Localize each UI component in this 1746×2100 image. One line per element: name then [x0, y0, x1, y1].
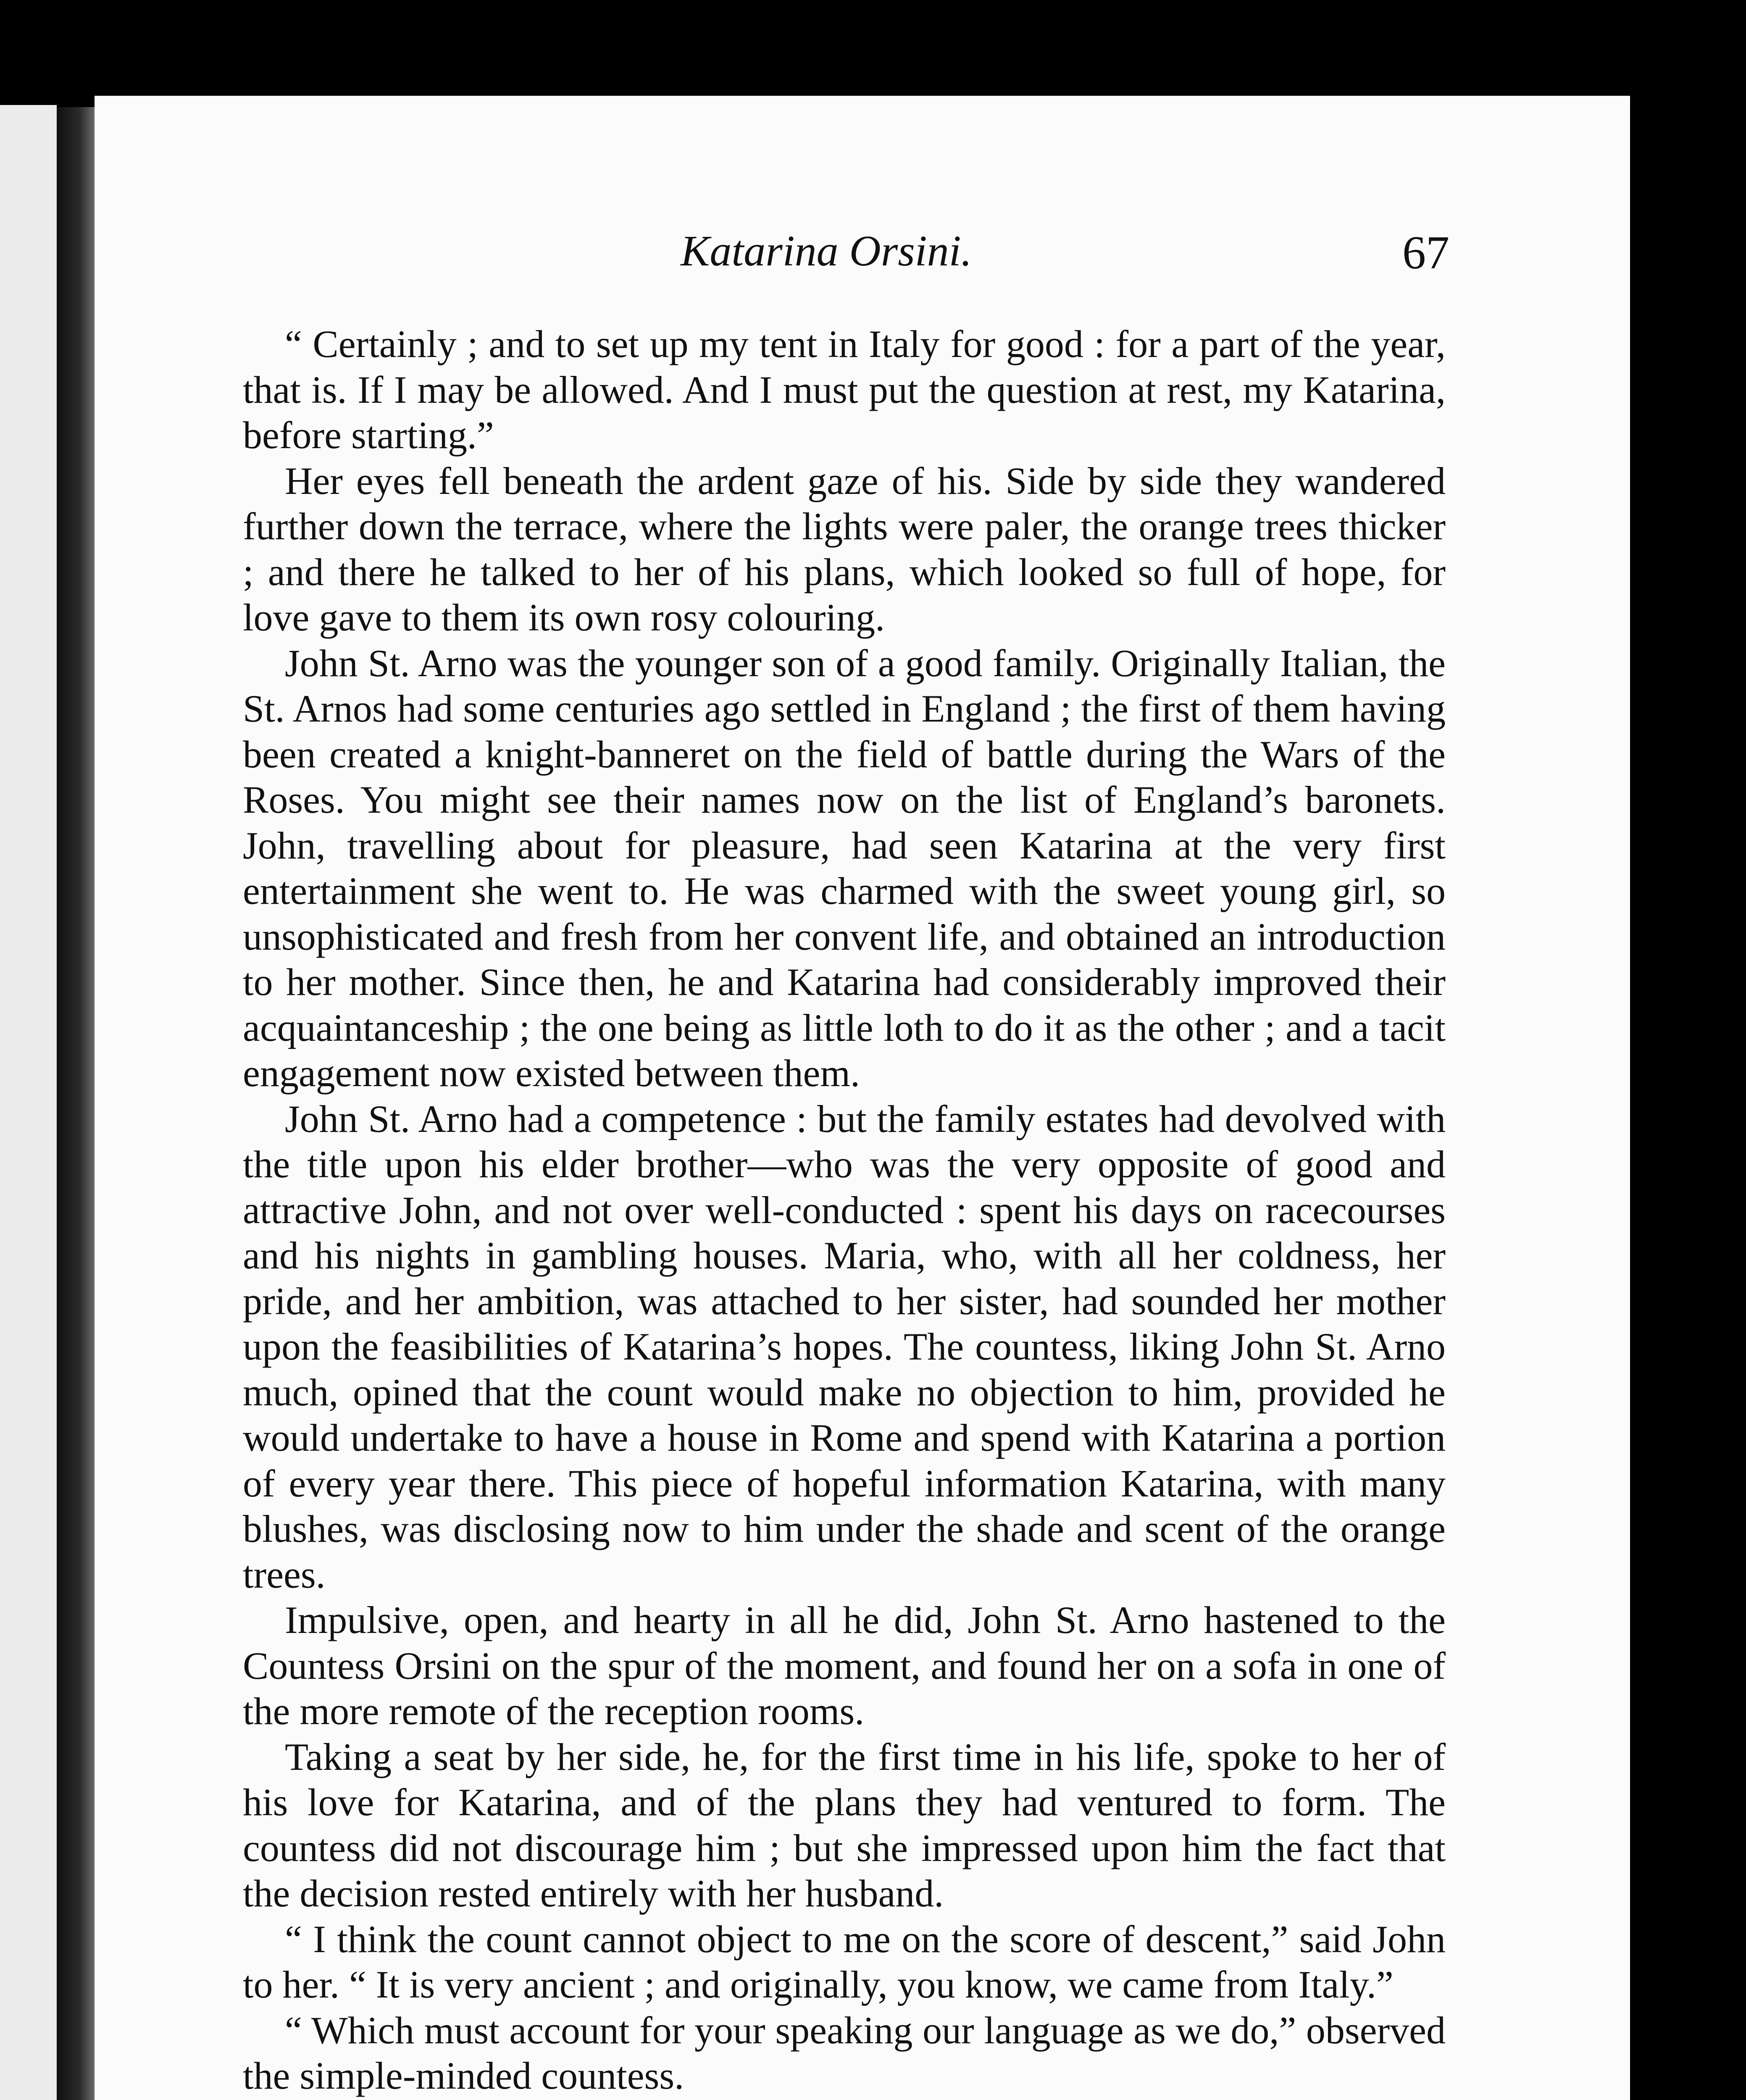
paragraph: Impulsive, open, and hearty in all he did, John St. Arno hastened to the Countess Orsini on the spur of the moment, and found her on a sofa in one of the more remote of the reception rooms.	[243, 1599, 1446, 1732]
paragraph: John St. Arno was the younger son of a good family. Originally Italian, the St. Arnos had some centuries ago settled in England ; the first of them having been created a knight-banneret on the field of battle during the Wars of the Roses. You might see their names now on the list of England’s baronets. John, travelling about for pleasure, had seen Katarina at the very first entertainment she went to. He was charmed with the sweet young girl, so unsophisticated and fresh from her convent life, and obtained an introduction to her mother. Since then, he and Katarina had considerably improved their acquaintanceship ; the one being as little loth to do it as the other ; and a tacit engagement now existed between them.	[243, 641, 1446, 1095]
book-spine-shadow	[57, 107, 95, 2100]
paragraph: “ I think the count cannot object to me on the score of descent,” said John to her. “ It is very ancient ; and originally, you know, we came from Italy.”	[243, 1917, 1446, 2006]
page-number: 67	[1402, 227, 1449, 279]
left-page-edge	[0, 105, 57, 2100]
paragraph: Taking a seat by her side, he, for the first time in his life, spoke to her of his love for Katarina, and of the plans they had ventured to form. The countess did not discourage him ; but she impressed upon him the fact that the decision rested entirely with her husband.	[243, 1735, 1446, 1915]
paragraph: Her eyes fell beneath the ardent gaze of his. Side by side they wandered further down the terrace, where the lights were paler, the orange trees thicker ; and there he talked to her of his plans, which looked so full of hope, for love gave to them its own rosy colouring.	[243, 459, 1446, 639]
paragraph: “ Which must account for your speaking our language as we do,” observed the simple-minded countess.	[243, 2008, 1446, 2097]
paragraph	[243, 2099, 1446, 2100]
body-text	[243, 321, 1446, 2100]
paragraph: John St. Arno had a competence : but the family estates had devolved with the title upon his elder brother—who was the very opposite of good and attractive John, and not over well-conducted : spent his days on racecourses and his nights in gambling houses. Maria, who, with all her coldness, her pride, and her ambition, was attached to her sister, had sounded her mother upon the feasibilities of Katarina’s hopes. The countess, liking John St. Arno much, opined that the count would make no objection to him, provided he would undertake to have a house in Rome and spend with Katarina a portion of every year there. This piece of hopeful information Katarina, with many blushes, was disclosing now to him under the shade and scent of the orange trees.	[243, 1097, 1446, 1596]
running-title: Katarina Orsini.	[681, 227, 972, 275]
paragraph: “ Certainly ; and to set up my tent in Italy for good : for a part of the year, that is. If I may be allowed. And I must put the question at rest, my Katarina, before starting.”	[243, 323, 1446, 457]
